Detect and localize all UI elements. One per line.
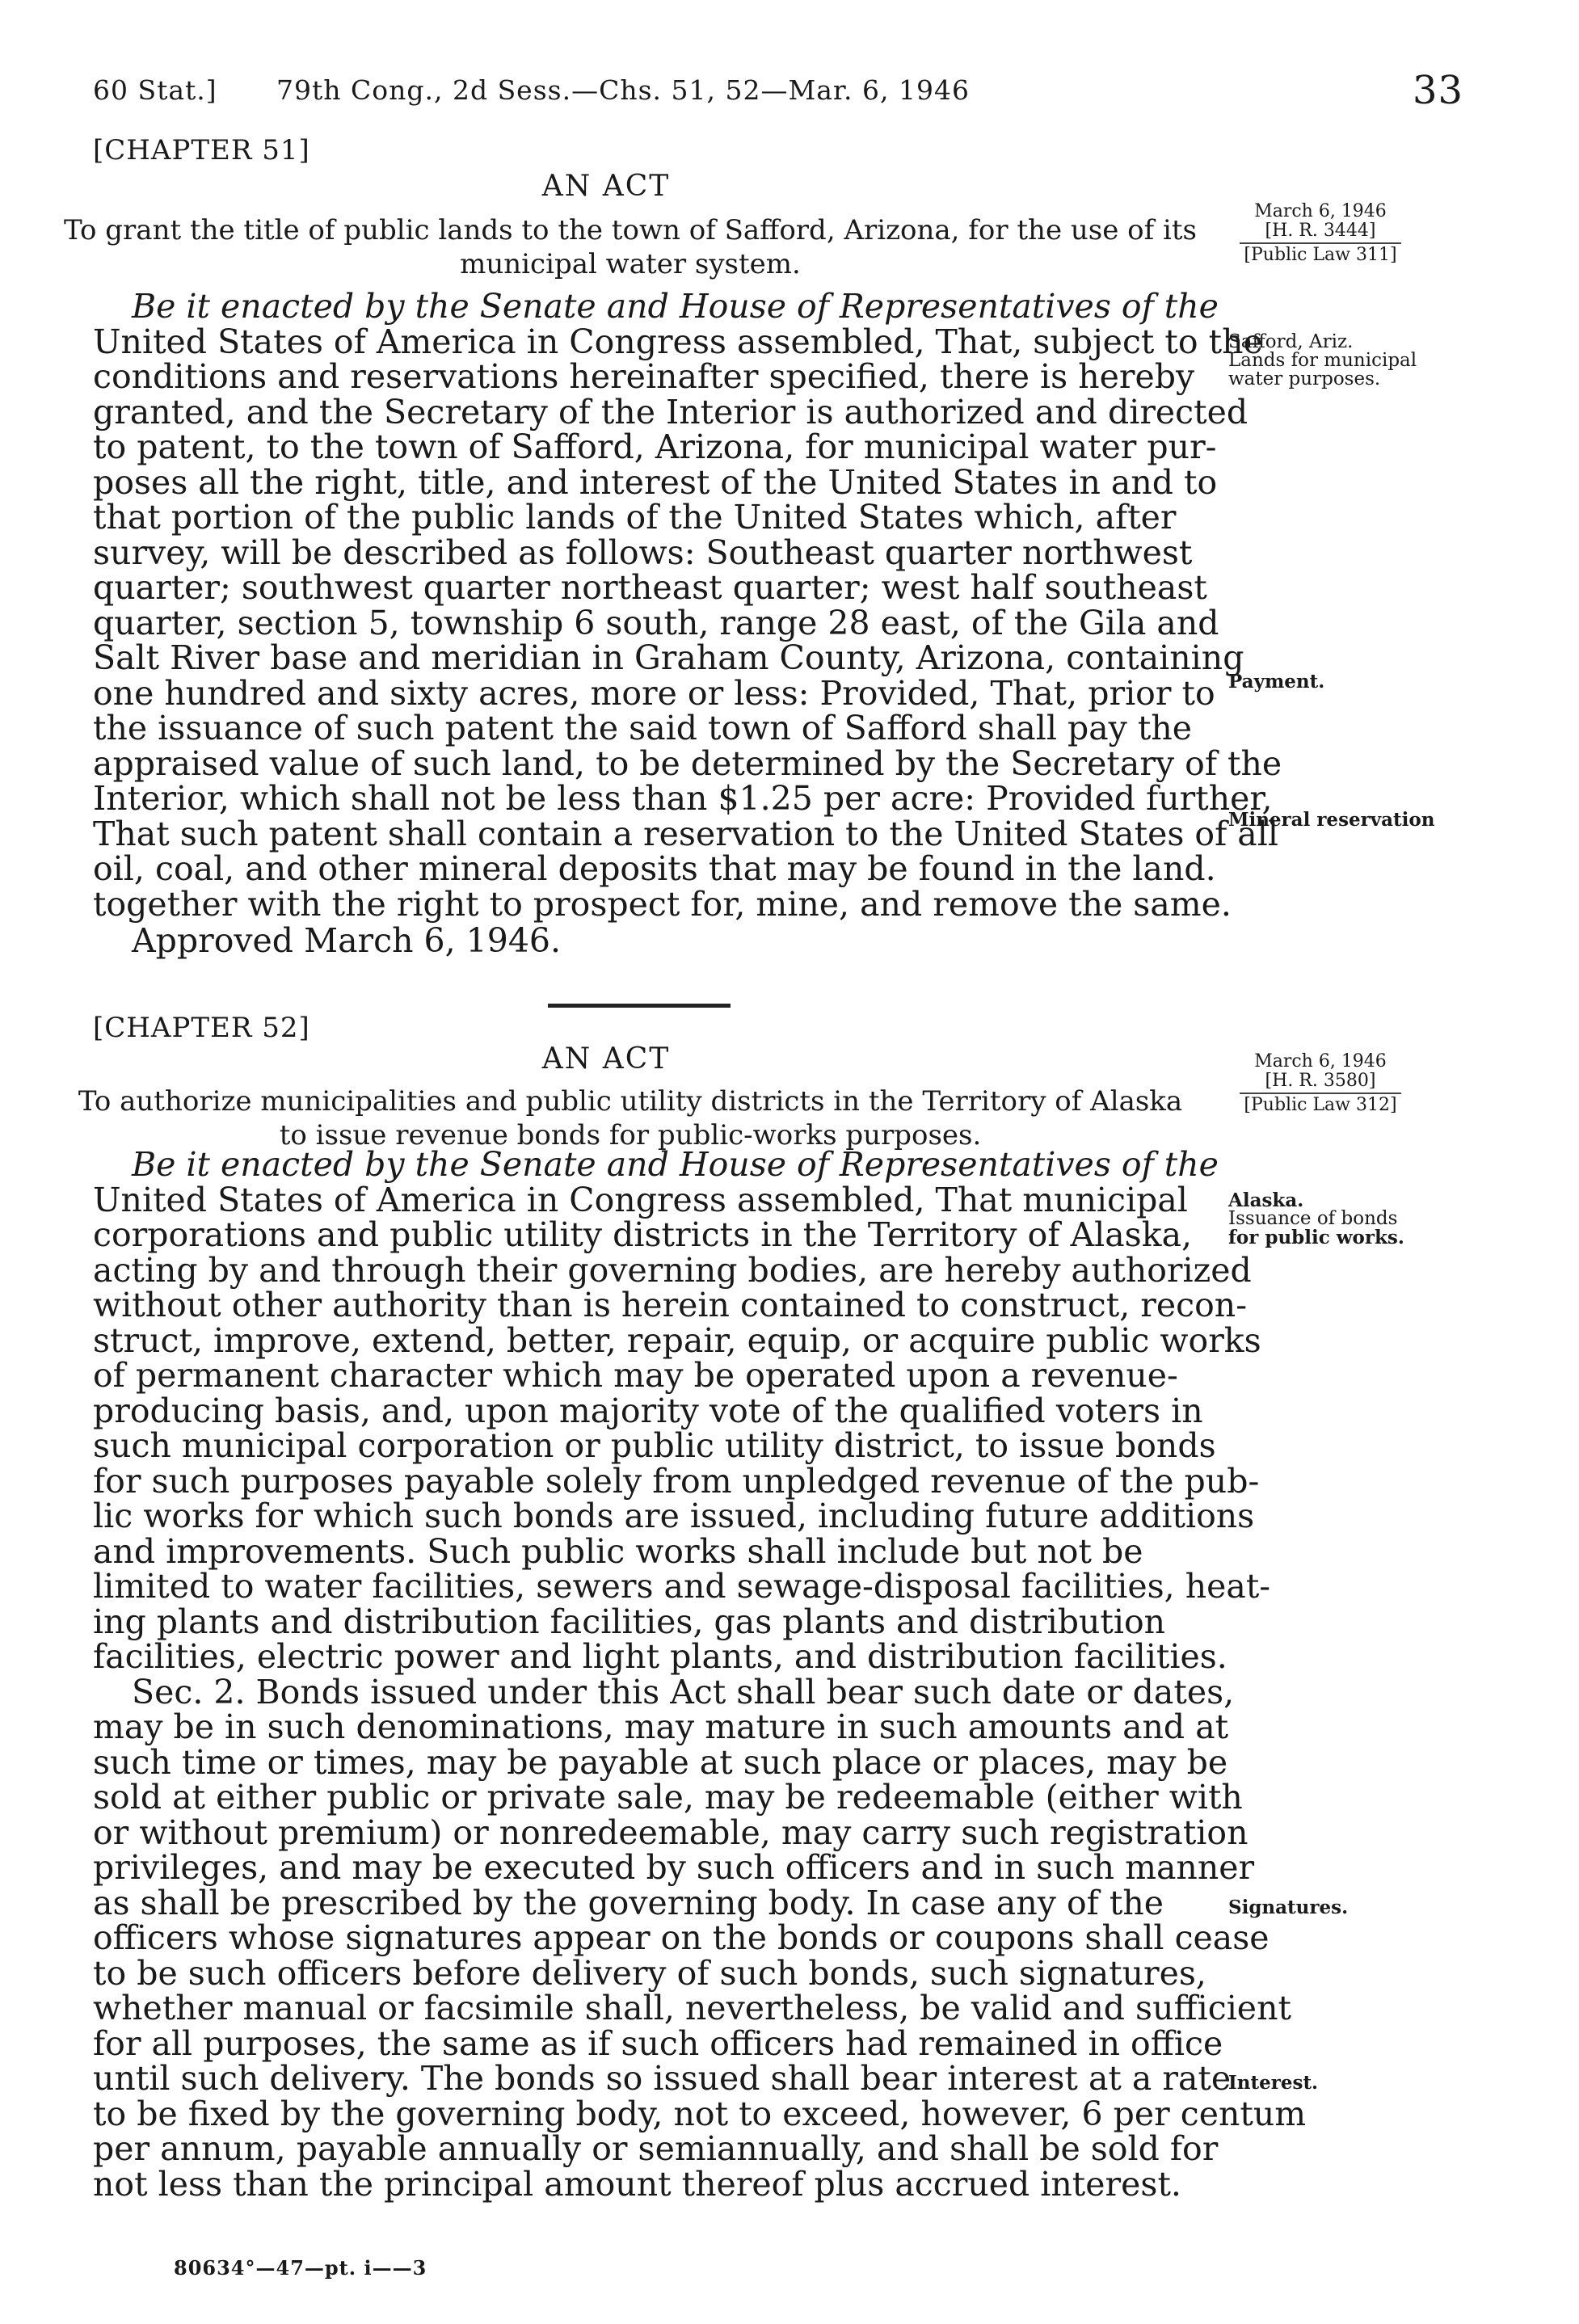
citation-bill: [H. R. 3580] bbox=[1265, 1071, 1376, 1091]
body-line: poses all the right, title, and interest of the United States in and to bbox=[93, 462, 1218, 502]
body-line: for such purposes payable solely from unpledged revenue of the pub- bbox=[93, 1461, 1260, 1501]
body-line: to be fixed by the governing body, not to exceed, however, 6 per centum bbox=[93, 2094, 1307, 2133]
body-line: corporations and public utility districts in the Territory of Alaska, bbox=[93, 1215, 1193, 1254]
margin-note-line: Alaska. bbox=[1228, 1189, 1304, 1211]
body-line: oil, coal, and other mineral deposits that may be found in the land. bbox=[93, 849, 1216, 888]
body-line: conditions and reservations hereinafter specified, there is hereby bbox=[93, 357, 1195, 396]
body-line: officers whose signatures appear on the bonds or coupons shall cease bbox=[93, 1918, 1270, 1957]
margin-note-mineral: Mineral reservation bbox=[1228, 809, 1435, 831]
citation-bill: [H. R. 3444] bbox=[1265, 221, 1376, 241]
chapter-divider bbox=[548, 1004, 731, 1008]
body-line: producing basis, and, upon majority vote of the qualified voters in bbox=[93, 1391, 1203, 1430]
body-line: struct, improve, extend, better, repair, equip, or acquire public works bbox=[93, 1320, 1261, 1360]
body-line: one hundred and sixty acres, more or less: Provided, That, prior to bbox=[93, 673, 1215, 713]
chapter-51-citation bbox=[1240, 202, 1401, 265]
body-line: whether manual or facsimile shall, nevertheless, be valid and sufficient bbox=[93, 1989, 1291, 2027]
purpose-line: municipal water system. bbox=[460, 248, 801, 280]
citation-date: March 6, 1946 bbox=[1254, 201, 1387, 221]
body-line: ing plants and distribution facilities, gas plants and distribution bbox=[93, 1602, 1166, 1641]
body-line: That such patent shall contain a reservation to the United States of all bbox=[93, 814, 1278, 853]
body-line: such municipal corporation or public utility district, to issue bonds bbox=[93, 1426, 1216, 1465]
body-line: appraised value of such land, to be determined by the Secretary of the bbox=[93, 743, 1282, 783]
body-line: per annum, payable annually or semiannually, and shall be sold for bbox=[93, 2129, 1219, 2168]
margin-note-line: for public works. bbox=[1228, 1227, 1404, 1248]
body-line: to be such officers before delivery of such bonds, such signatures, bbox=[93, 1953, 1206, 1993]
body-line: Interior, which shall not be less than $1.25 per acre: Provided further, bbox=[93, 779, 1273, 818]
body-line: as shall be prescribed by the governing body. In case any of the bbox=[93, 1883, 1164, 1922]
body-line: until such delivery. The bonds so issued shall bear interest at a rate bbox=[93, 2059, 1232, 2098]
page-number: 33 bbox=[1413, 68, 1464, 113]
chapter-52-act-title: AN ACT bbox=[541, 1042, 671, 1076]
body-line: for all purposes, the same as if such officers had remained in office bbox=[93, 2023, 1223, 2063]
body-line: privileges, and may be executed by such officers and in such manner bbox=[93, 1848, 1255, 1887]
header-session: 79th Cong., 2d Sess.—Chs. 51, 52—Mar. 6, 1946 bbox=[276, 74, 970, 106]
body-line: Be it enacted by the Senate and House of Representatives of the bbox=[132, 287, 1219, 326]
header-volume: 60 Stat.] bbox=[93, 74, 217, 106]
body-line: lic works for which such bonds are issued, including future additions bbox=[93, 1497, 1255, 1535]
body-line: of permanent character which may be operated upon a revenue- bbox=[93, 1356, 1178, 1395]
body-line: granted, and the Secretary of the Interior is authorized and directed bbox=[93, 392, 1248, 432]
body-line: not less than the principal amount thereof plus accrued interest. bbox=[93, 2164, 1181, 2204]
chapter-52-body bbox=[93, 1145, 1307, 2204]
margin-note-alaska bbox=[1228, 1191, 1404, 1247]
body-line: quarter; southwest quarter northeast quarter; west half southeast bbox=[93, 568, 1207, 607]
chapter-52-citation bbox=[1240, 1052, 1401, 1115]
margin-note-line: water purposes. bbox=[1228, 368, 1381, 389]
margin-note-line: Lands for municipal bbox=[1228, 350, 1417, 371]
body-line: survey, will be described as follows: Southeast quarter northwest bbox=[93, 533, 1193, 572]
body-line: without other authority than is herein contained to construct, recon- bbox=[93, 1286, 1248, 1324]
body-line: that portion of the public lands of the United States which, after bbox=[93, 498, 1177, 537]
body-line: Be it enacted by the Senate and House of Representatives of the bbox=[132, 1145, 1219, 1184]
body-line: quarter, section 5, township 6 south, range 28 east, of the Gila and bbox=[93, 603, 1219, 642]
body-line: such time or times, may be payable at such place or places, may be bbox=[93, 1742, 1228, 1782]
body-line: limited to water facilities, sewers and sewage-disposal facilities, heat- bbox=[93, 1567, 1271, 1606]
margin-note-line: Issuance of bonds bbox=[1228, 1208, 1398, 1229]
citation-date: March 6, 1946 bbox=[1254, 1051, 1387, 1071]
purpose-line: to issue revenue bonds for public-works purposes. bbox=[279, 1119, 982, 1151]
print-footer: 80634°—47—pt. i——3 bbox=[174, 2256, 427, 2280]
margin-note-payment: Payment. bbox=[1228, 671, 1325, 693]
chapter-51-approved: Approved March 6, 1946. bbox=[132, 921, 562, 960]
purpose-line: To grant the title of public lands to the town of Safford, Arizona, for the use of its bbox=[63, 214, 1198, 246]
chapter-51-purpose bbox=[48, 213, 1212, 281]
body-line: sold at either public or private sale, may be redeemable (either with bbox=[93, 1778, 1243, 1817]
margin-note-interest: Interest. bbox=[1228, 2072, 1319, 2094]
margin-note-signatures: Signatures. bbox=[1228, 1897, 1349, 1918]
chapter-51-act-title: AN ACT bbox=[541, 170, 671, 203]
chapter-52-purpose bbox=[48, 1084, 1212, 1152]
citation-public-law: [Public Law 312] bbox=[1244, 1095, 1397, 1115]
body-line: United States of America in Congress assembled, That municipal bbox=[93, 1180, 1188, 1219]
margin-note-line: Safford, Ariz. bbox=[1228, 331, 1354, 352]
body-line: facilities, electric power and light plants, and distribution facilities. bbox=[93, 1637, 1227, 1676]
body-line: may be in such denominations, may mature in such amounts and at bbox=[93, 1707, 1229, 1746]
body-line: Salt River base and meridian in Graham County, Arizona, containing bbox=[93, 638, 1244, 677]
chapter-51-label: [CHAPTER 51] bbox=[93, 134, 310, 166]
chapter-52-label: [CHAPTER 52] bbox=[93, 1012, 310, 1044]
body-line: together with the right to prospect for, mine, and remove the same. bbox=[93, 884, 1232, 924]
purpose-line: To authorize municipalities and public utility districts in the Territory of Alaska bbox=[78, 1085, 1183, 1118]
body-line: to patent, to the town of Safford, Arizona, for municipal water pur- bbox=[93, 427, 1217, 466]
citation-rule bbox=[1240, 242, 1401, 244]
body-line: and improvements. Such public works shall include but not be bbox=[93, 1531, 1143, 1571]
citation-public-law: [Public Law 311] bbox=[1244, 245, 1397, 265]
body-line: or without premium) or nonredeemable, may carry such registration bbox=[93, 1812, 1248, 1852]
body-line: Sec. 2. Bonds issued under this Act shall bear such date or dates, bbox=[132, 1672, 1235, 1711]
body-line: United States of America in Congress assembled, That, subject to the bbox=[93, 322, 1263, 361]
citation-rule bbox=[1240, 1093, 1401, 1094]
body-line: acting by and through their governing bodies, are hereby authorized bbox=[93, 1250, 1252, 1290]
body-line: the issuance of such patent the said town of Safford shall pay the bbox=[93, 709, 1193, 747]
